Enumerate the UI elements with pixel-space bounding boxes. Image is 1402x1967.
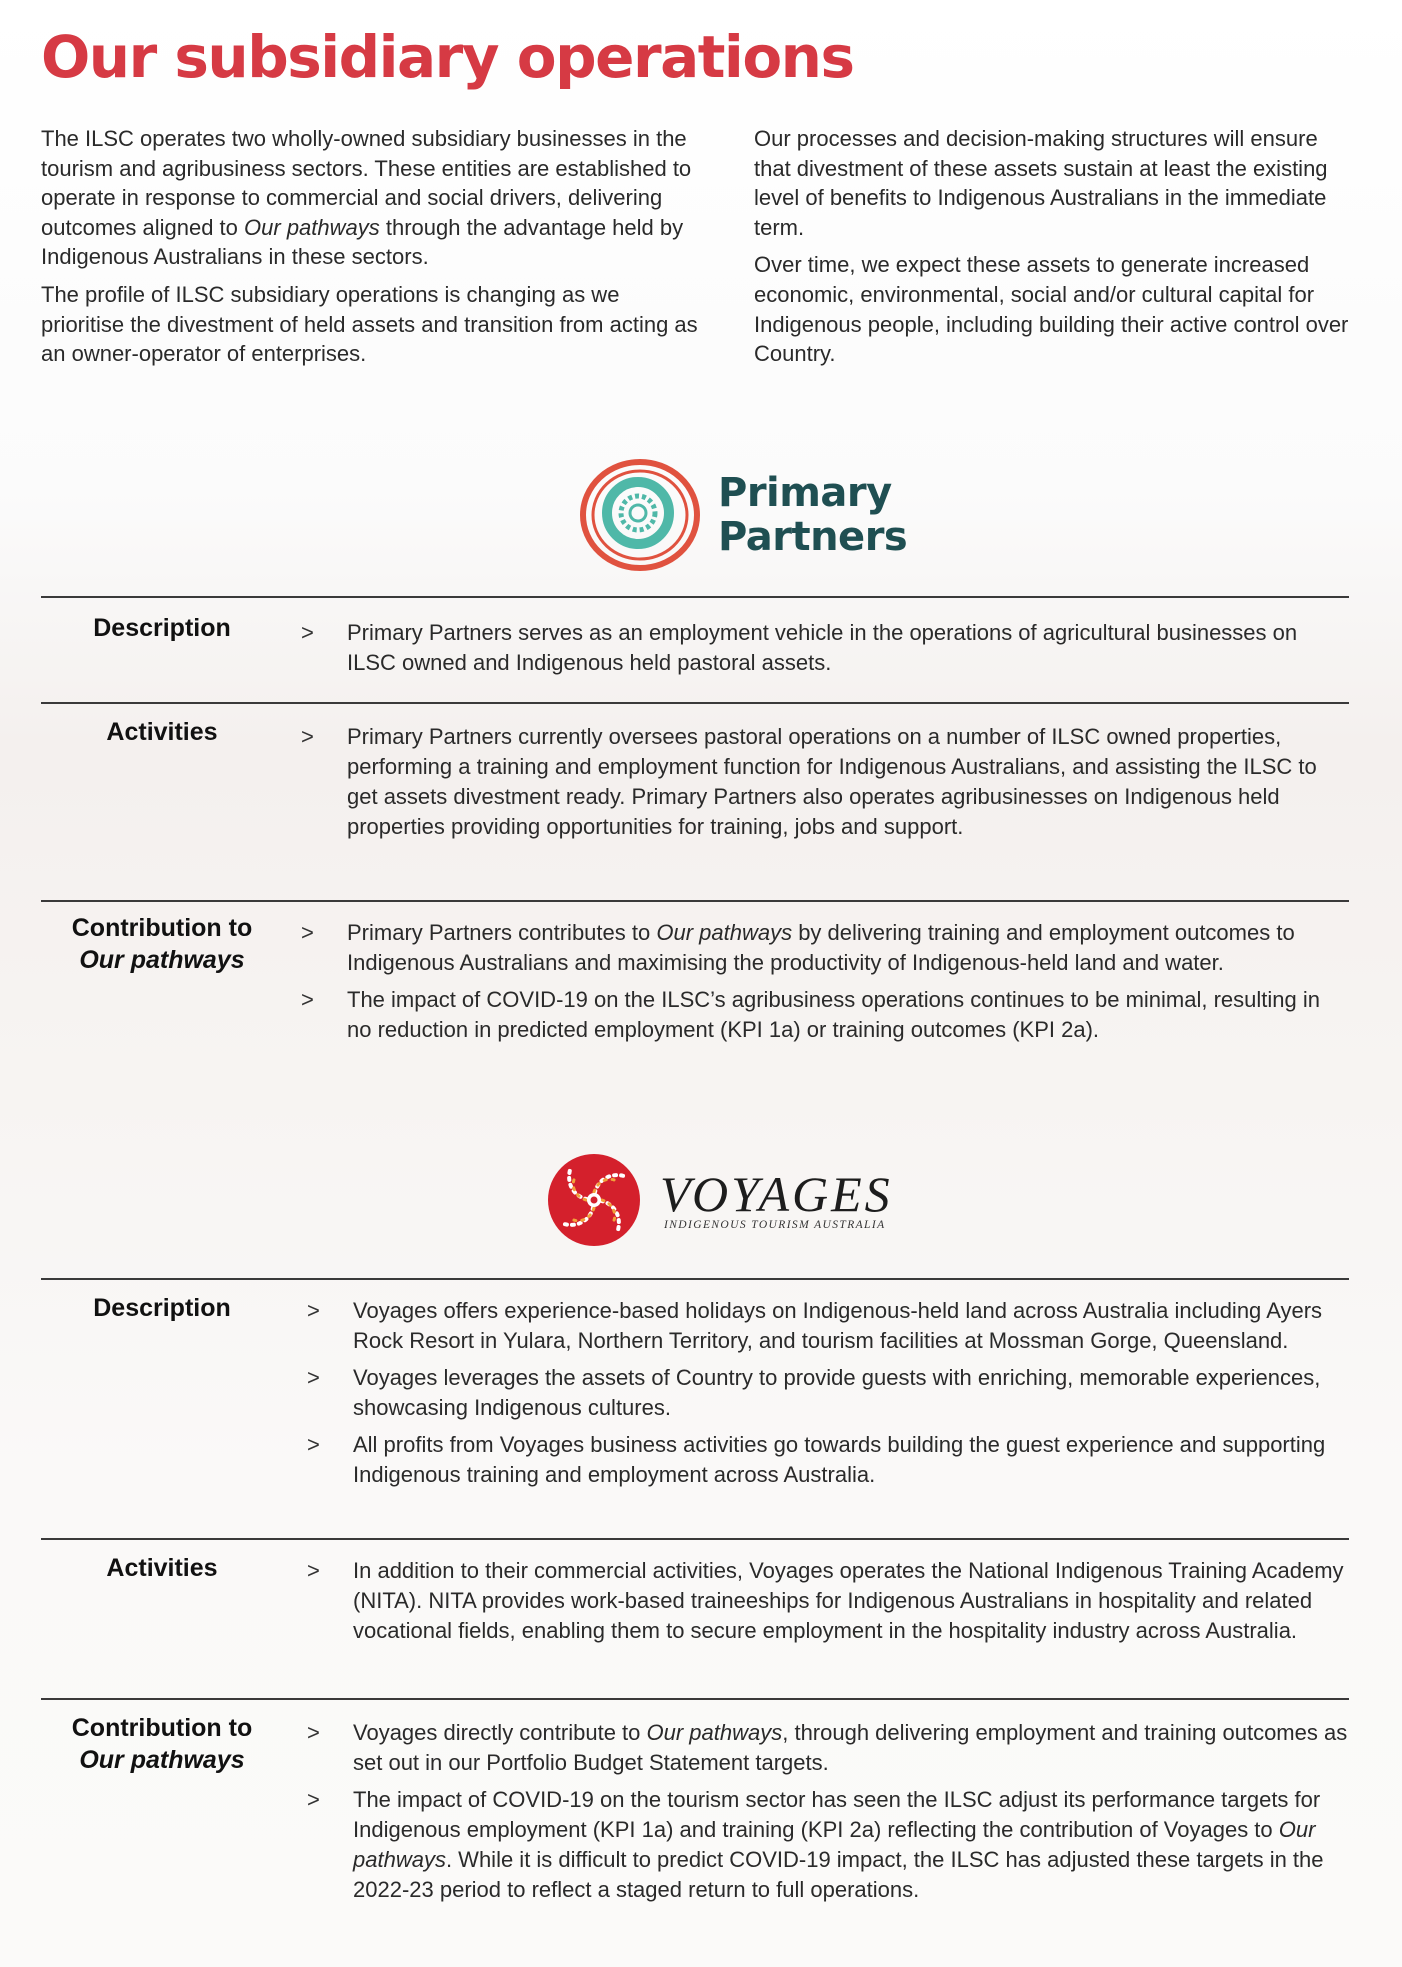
row-items [301, 902, 1349, 1045]
voyages-wordmark [660, 1166, 893, 1231]
voyages-emblem-icon [546, 1152, 642, 1248]
row-items [307, 1700, 1349, 1905]
logo-line: Primary [718, 470, 892, 516]
bullet-chevron: > [301, 987, 314, 1012]
item-text: The impact of COVID-19 on the ILSC’s agribusiness operations continues to be minimal, resulting in no reduction in predicted employment (KPI 1a) or training outcomes (KPI 2a). [347, 987, 1320, 1042]
label-emphasis: Our pathways [79, 1746, 245, 1774]
primary-partners-wordmark [718, 471, 907, 559]
primary-partners-logo [578, 456, 907, 574]
label-text: Description [93, 1294, 231, 1322]
label-line [41, 1712, 283, 1744]
list-item [301, 618, 1349, 678]
row-label [41, 716, 283, 748]
row-label [41, 1292, 283, 1324]
label-line [41, 1552, 283, 1584]
row-items [307, 1280, 1349, 1490]
intro-emphasis: Our pathways [244, 214, 380, 240]
label-text: Activities [106, 1554, 218, 1582]
intro-paragraph: Our processes and decision-making structures will ensure that divestment of these assets sustain at least the existing level of benefits to Indigenous Australians in the immediate term. [754, 126, 1328, 240]
list-item [307, 1430, 1349, 1490]
table-row [41, 900, 1349, 1092]
table-row [41, 1698, 1349, 1940]
intro-paragraph [41, 124, 701, 272]
bullet-chevron: > [307, 1720, 320, 1745]
table-row [41, 702, 1349, 900]
item-text: Voyages leverages the assets of Country to provide guests with enriching, memorable experiences, showcasing Indigenous cultures. [353, 1365, 1321, 1420]
row-label [41, 612, 283, 644]
item-text: Voyages offers experience-based holidays on Indigenous-held land across Australia including Ayers Rock Resort in Yulara, Northern Territory, and tourism facilities at Mossman Gorge, Queensland. [353, 1298, 1323, 1353]
item-text: In addition to their commercial activities, Voyages operates the National Indigenous Training Academy (NITA). NITA provides work-based traineeships for Indigenous Australians in hospitality and related vocational fields, enabling them to secure employment in the hospitality industry across Australia. [353, 1558, 1344, 1643]
table-row [41, 596, 1349, 702]
row-label [41, 912, 283, 976]
bullet-chevron: > [301, 620, 314, 645]
intro-left-column [41, 124, 701, 377]
row-items [301, 598, 1349, 678]
intro-text: through the advantage held by Indigenous Australians in these sectors. [41, 214, 684, 270]
item-text: Primary Partners currently oversees pastoral operations on a number of ILSC owned properties, performing a training and employment function for Indigenous Australians, and assisting the ILSC to get assets divestment ready. Primary Partners also operates agribusinesses on Indigenous held properties providing opportunities for training, jobs and support. [347, 724, 1317, 839]
label-line [41, 1744, 283, 1776]
intro-paragraph [41, 280, 701, 369]
row-items [307, 1540, 1349, 1646]
row-label [41, 1712, 283, 1776]
item-text: Voyages directly contribute to Our pathways, through delivering employment and training outcomes as set out in our Portfolio Budget Statement targets. [353, 1720, 1348, 1775]
bullet-chevron: > [307, 1787, 320, 1812]
voyages-logo [546, 1152, 893, 1248]
table-row [41, 1278, 1349, 1538]
intro-text: The profile of ILSC subsidiary operations is changing as we prioritise the divestment of held assets and transition from acting as an owner-operator of enterprises. [41, 281, 698, 367]
primary-partners-emblem-icon [578, 456, 702, 574]
bullet-chevron: > [307, 1365, 320, 1390]
label-line [41, 1292, 283, 1324]
list-item [307, 1718, 1349, 1778]
primary-partners-table [41, 596, 1349, 1092]
list-item [307, 1785, 1349, 1905]
bullet-chevron: > [301, 724, 314, 749]
list-item [307, 1296, 1349, 1356]
intro-text: The ILSC operates two wholly-owned subsidiary businesses in the tourism and agribusiness sectors. These entities are established to operate in response to commercial and social drivers, delivering outcomes aligned to [41, 126, 692, 240]
row-label [41, 1552, 283, 1584]
item-text: All profits from Voyages business activities go towards building the guest experience and supporting Indigenous training and employment across Australia. [353, 1432, 1326, 1487]
logo-line: Partners [718, 514, 908, 560]
label-emphasis: Our pathways [79, 946, 245, 974]
bullet-chevron: > [307, 1432, 320, 1457]
item-text: Primary Partners serves as an employment vehicle in the operations of agricultural businesses on ILSC owned and Indigenous held pastoral assets. [347, 620, 1298, 675]
list-item [301, 985, 1349, 1045]
item-text: Primary Partners contributes to Our pathways by delivering training and employment outcomes to Indigenous Australians and maximising the productivity of Indigenous-held land and water. [347, 920, 1295, 975]
item-text: The impact of COVID-19 on the tourism sector has seen the ILSC adjust its performance targets for Indigenous employment (KPI 1a) and training (KPI 2a) reflecting the contribution of Voyages to Our pathways. While it is difficult to predict COVID-19 impact, the ILSC has adjusted these targets in the 2022-23 period to reflect a staged return to full operations. [353, 1787, 1324, 1902]
label-line [41, 912, 283, 944]
logo-tagline: INDIGENOUS TOURISM AUSTRALIA [664, 1219, 886, 1231]
bullet-chevron: > [307, 1298, 320, 1323]
label-text: Activities [106, 718, 218, 746]
row-items [301, 704, 1349, 842]
intro-paragraph: Over time, we expect these assets to generate increased economic, environmental, social and/or cultural capital for Indigenous people, including building their active control over Country. [754, 252, 1349, 367]
label-line [41, 716, 283, 748]
list-item [307, 1363, 1349, 1423]
page-title: Our subsidiary operations [41, 23, 854, 91]
list-item [307, 1556, 1349, 1646]
table-row [41, 1538, 1349, 1698]
bullet-chevron: > [301, 920, 314, 945]
list-item [301, 722, 1349, 842]
label-text: Contribution to [71, 1714, 253, 1742]
label-text: Contribution to [71, 914, 253, 942]
list-item [301, 918, 1349, 978]
label-line [41, 944, 283, 976]
voyages-table [41, 1278, 1349, 1940]
label-line [41, 612, 283, 644]
intro-right-column [754, 124, 1354, 377]
bullet-chevron: > [307, 1558, 320, 1583]
logo-name: VOYAGES [660, 1166, 893, 1222]
label-text: Description [93, 614, 231, 642]
